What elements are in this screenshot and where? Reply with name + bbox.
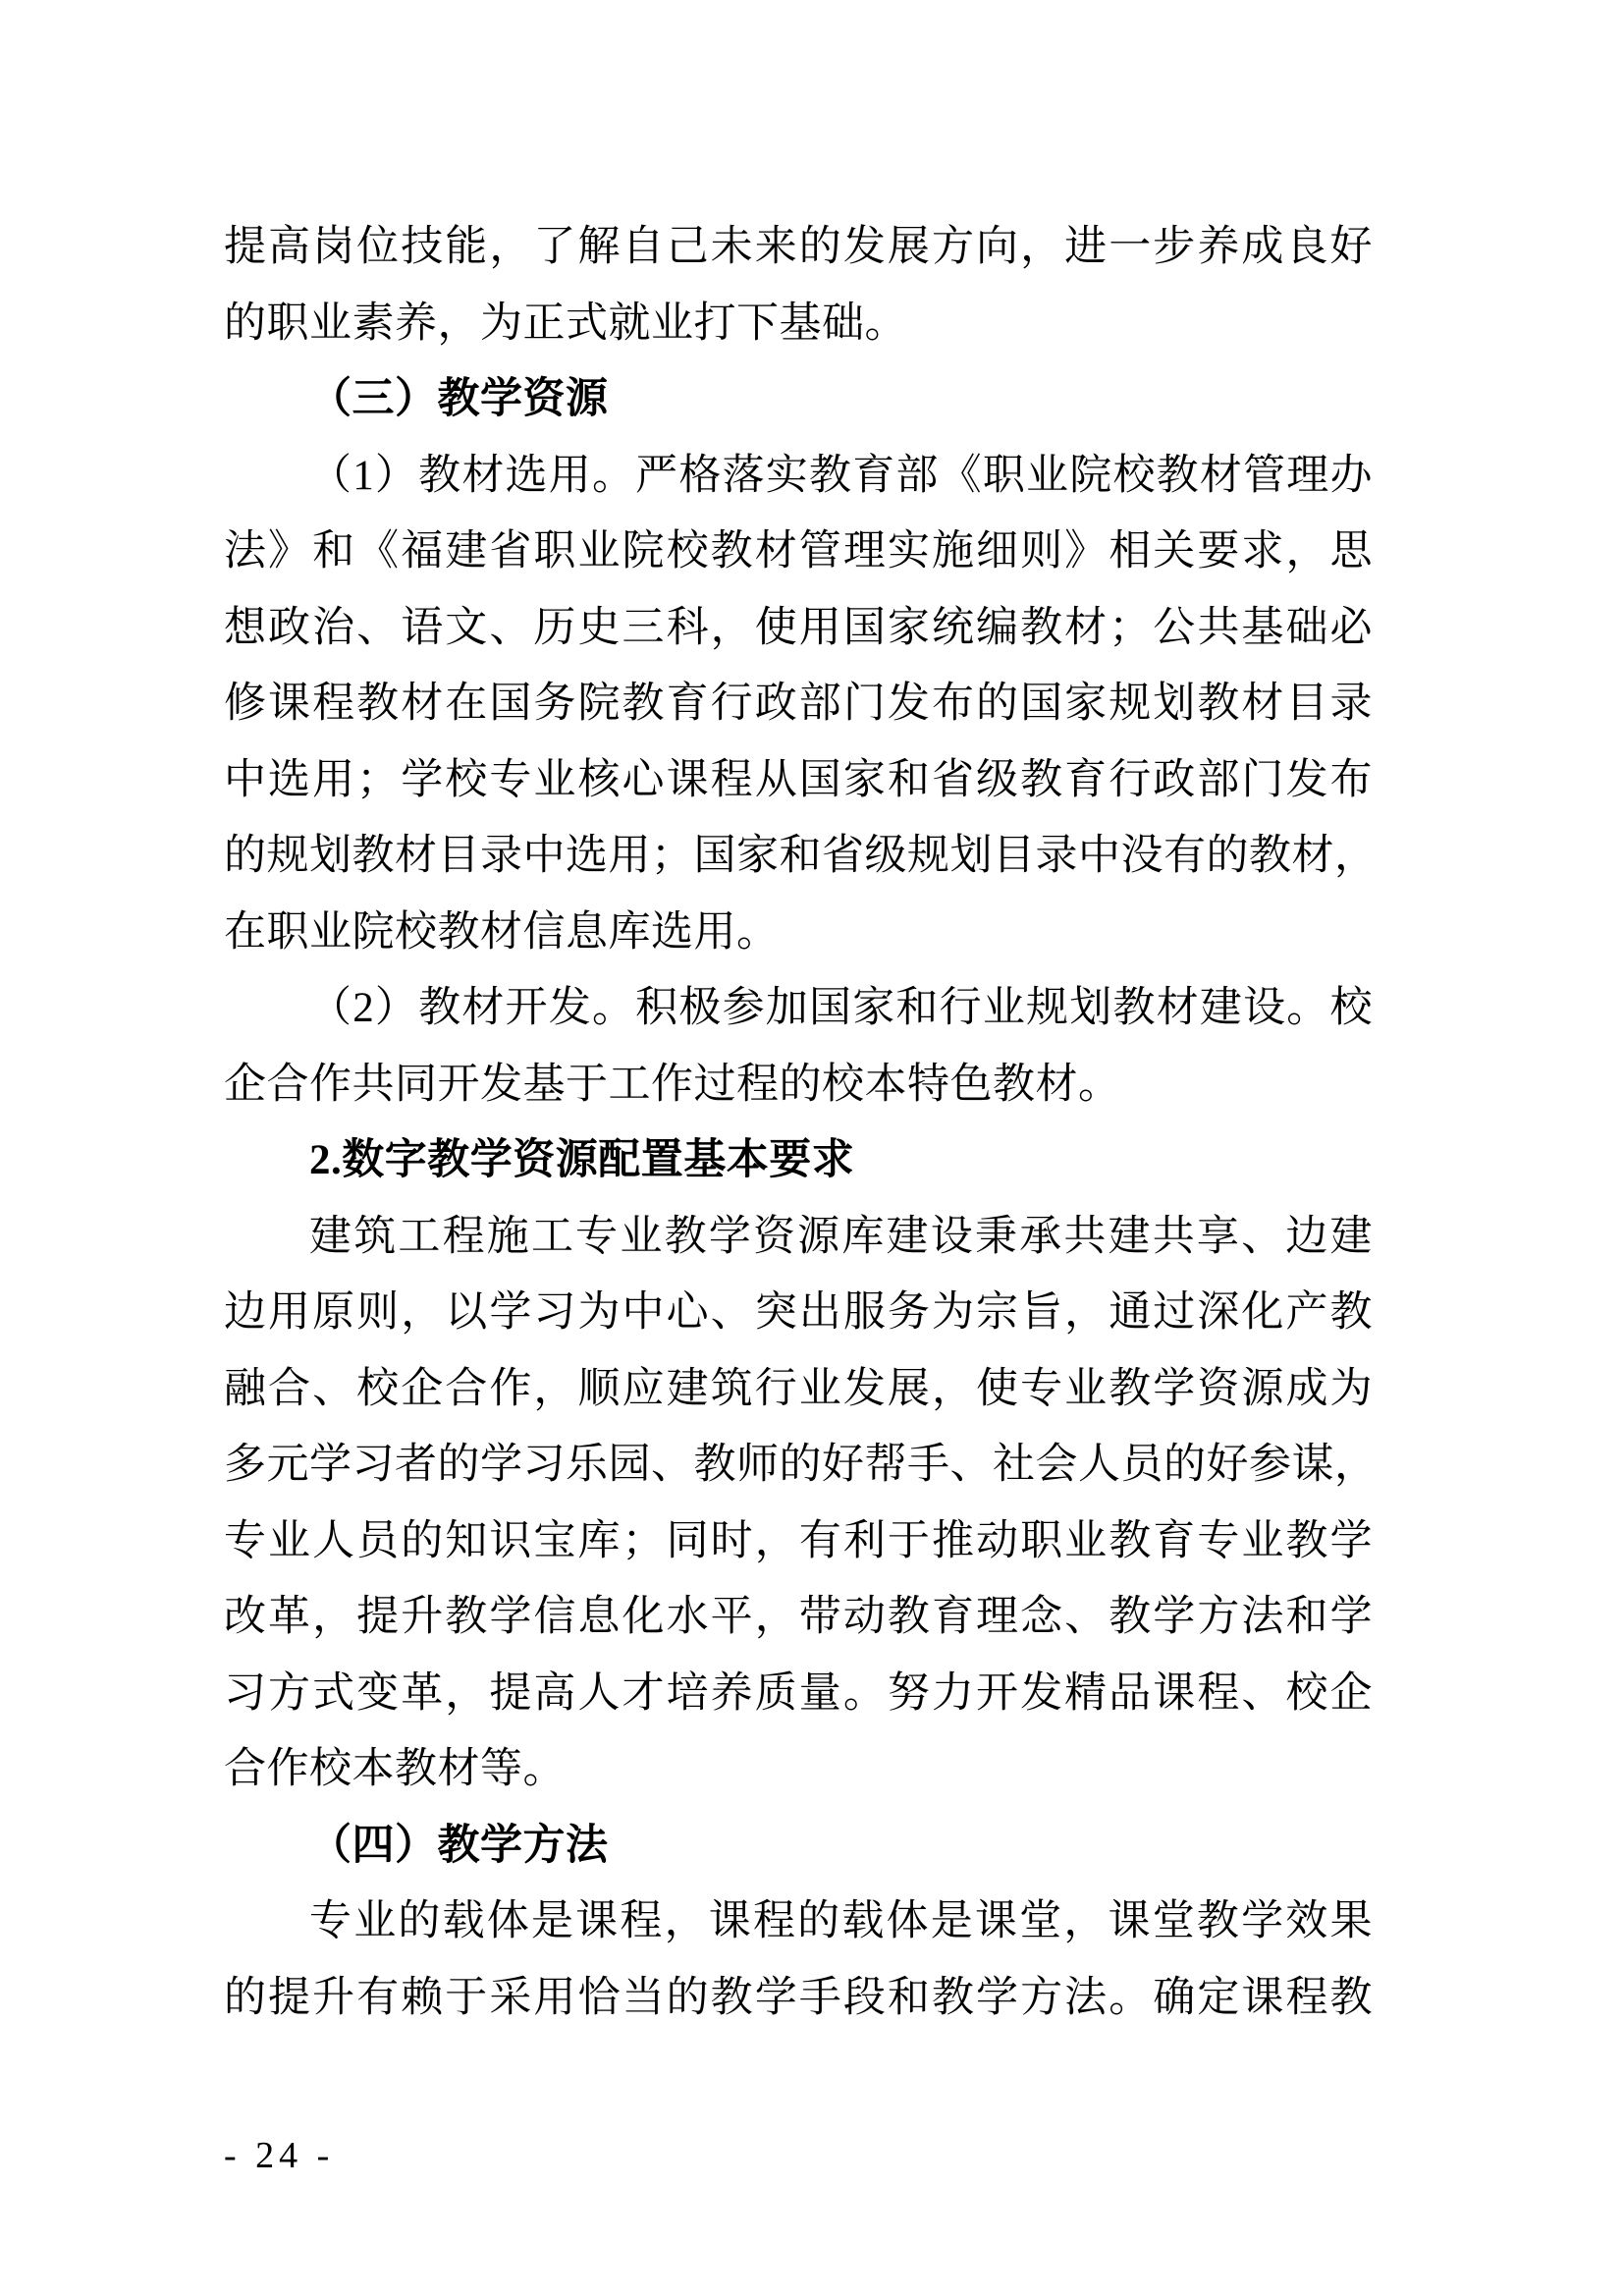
text-line: 的规划教材目录中选用；国家和省级规划目录中没有的教材， [224, 833, 1378, 879]
heading-line: （三）教学资源 [309, 376, 609, 422]
text-line: 融合、校企合作，顺应建筑行业发展，使专业教学资源成为 [224, 1365, 1373, 1412]
text-line: 的提升有赖于采用恰当的教学手段和教学方法。确定课程教 [224, 1974, 1373, 2021]
heading-line: 2.数字教学资源配置基本要求 [309, 1137, 855, 1183]
text-line: 提高岗位技能，了解自己未来的发展方向，进一步养成良好 [224, 224, 1373, 270]
heading-line: （四）教学方法 [309, 1822, 609, 1869]
text-line: 法》和《福建省职业院校教材管理实施细则》相关要求，思 [224, 528, 1373, 574]
text-line: 修课程教材在国务院教育行政部门发布的国家规划教材目录 [224, 681, 1373, 727]
text-line: （1）教材选用。严格落实教育部《职业院校教材管理办 [309, 452, 1373, 499]
text-line: 企合作共同开发基于工作过程的校本特色教材。 [224, 1061, 1121, 1108]
text-block [224, 209, 1378, 2036]
page-number: - 24 - [224, 2135, 335, 2176]
text-line: 专业人员的知识宝库；同时，有利于推动职业教育专业教学 [224, 1517, 1373, 1564]
text-line: 合作校本教材等。 [224, 1746, 566, 1792]
text-line: 中选用；学校专业核心课程从国家和省级教育行政部门发布 [224, 756, 1373, 803]
text-line: 专业的载体是课程，课程的载体是课堂，课堂教学效果 [309, 1898, 1373, 1944]
text-line: （2）教材开发。积极参加国家和行业规划教材建设。校 [309, 985, 1373, 1031]
text-line: 想政治、语文、历史三科，使用国家统编教材；公共基础必 [224, 604, 1373, 651]
text-line: 习方式变革，提高人才培养质量。努力开发精品课程、校企 [224, 1669, 1373, 1717]
text-line: 在职业院校教材信息库选用。 [224, 908, 780, 956]
text-line: 的职业素养，为正式就业打下基础。 [224, 300, 907, 347]
text-line: 边用原则，以学习为中心、突出服务为宗旨，通过深化产教 [224, 1289, 1373, 1336]
text-line: 改革，提升教学信息化水平，带动教育理念、教学方法和学 [224, 1594, 1373, 1640]
text-line: 建筑工程施工专业教学资源库建设秉承共建共享、边建 [309, 1213, 1373, 1260]
text-line: 多元学习者的学习乐园、教师的好帮手、社会人员的好参谋， [224, 1442, 1378, 1488]
